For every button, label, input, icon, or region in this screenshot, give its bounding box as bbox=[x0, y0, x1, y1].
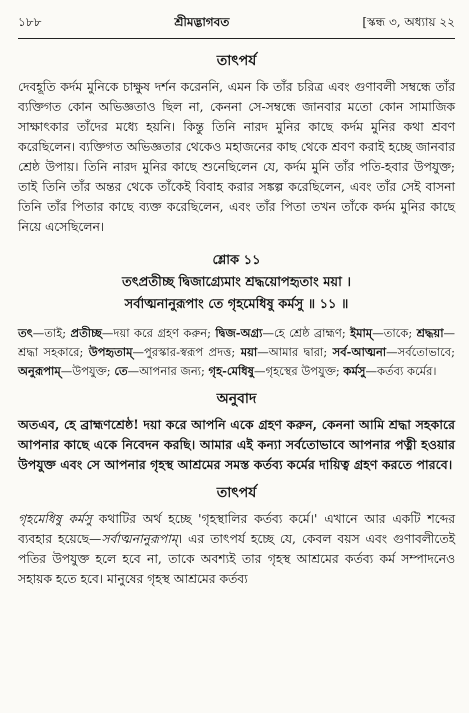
synonym-term: তে bbox=[114, 364, 128, 378]
synonym-meaning: আপনার জন্য bbox=[139, 364, 202, 378]
synonym-entry: ইমাম্—তাকে; bbox=[350, 326, 417, 340]
page-header bbox=[18, 14, 455, 34]
purport-heading: তাৎপর্য bbox=[216, 53, 257, 69]
synonym-entry: তে—আপনার জন্য; bbox=[114, 364, 209, 378]
verse-line-1: তৎপ্রতীচ্ছ দ্বিজাগ্র্যেমাং শ্রদ্ধয়োপহৃতাং ময়া । bbox=[121, 275, 352, 290]
purport-2-italic-term: গৃহমেধিষু কর্মসু bbox=[18, 512, 92, 526]
page-number: ১৮৮ bbox=[18, 15, 42, 29]
synonym-meaning: পুরস্কার-স্বরূপ প্রদত্ত bbox=[144, 345, 232, 359]
synonym-entry: অনুরূপাম্—উপযুক্ত; bbox=[18, 364, 115, 378]
verse-line-2: সর্বাত্মনানুরূপাং তে গৃহমেধিষু কর্মসু ॥ ১১ ॥ bbox=[124, 297, 349, 312]
synonym-entry: তৎ—তাই; bbox=[18, 326, 71, 340]
synonym-meaning: সর্বতোভাবে bbox=[397, 345, 452, 359]
translation-heading: অনুবাদ bbox=[216, 391, 257, 407]
section-label: [স্কন্ধ ৩, অধ্যায় ২২ bbox=[362, 15, 455, 29]
synonym-term: কর্মসু bbox=[343, 364, 366, 378]
synonym-entry: দ্বিজ-অগ্র্য—হে শ্রেষ্ঠ ব্রাহ্মণ; bbox=[215, 326, 351, 340]
purport-2-text-1: কথাটির অর্থ হচ্ছে 'গৃহস্থালির কর্তব্য কর্মে।' এখানে আর একটি শব্দের ব্যবহার হয়েছে— bbox=[18, 512, 455, 546]
synonym-meaning: তাই bbox=[44, 326, 63, 340]
synonym-term: সর্ব-আত্মনা bbox=[332, 345, 387, 359]
purport-2-text-2: । এর তাৎপর্য হচ্ছে যে, কেবল বয়স এবং গুণাবলীতেই পতির উপযুক্ত হলে হবে না, তাকে অবশ্যই তার গৃহস্থ আশ্রমের কর্তব্য কর্ম সম্পাদনেও সহায়ক হতে হবে। মানুষের গৃহস্থ আশ্রমের কর্তব্য bbox=[18, 532, 455, 586]
translation-paragraph: অতএব, হে ব্রাহ্মণশ্রেষ্ঠ! দয়া করে আপনি একে গ্রহণ করুন, কেননা আমি শ্রদ্ধা সহকারে আপনার কাছে একে নিবেদন করছি। আমার এই কন্যা সর্বতোভাবে আপনার পত্নী হওয়ার উপযুক্ত এবং সে আপনার গৃহস্থ আশ্রমের সমস্ত কর্তব্য কর্মের দায়িত্ব গ্রহণ করতে পারবে। bbox=[18, 417, 455, 472]
synonym-meaning: কর্তব্য কর্মের bbox=[376, 364, 433, 378]
synonym-entry: কর্মসু—কর্তব্য কর্মের। bbox=[343, 364, 437, 378]
synonym-meaning: তাকে bbox=[383, 326, 409, 340]
synonym-term: ইমাম্ bbox=[350, 326, 373, 340]
word-for-word-synonyms bbox=[18, 324, 455, 381]
synonym-term: ময়া bbox=[240, 345, 258, 359]
synonym-meaning: উপযুক্ত bbox=[72, 364, 107, 378]
synonym-entry: গৃহ-মেধিষু—গৃহস্থের উপযুক্ত; bbox=[208, 364, 344, 378]
synonym-meaning: আমার দ্বারা bbox=[268, 345, 324, 359]
synonym-meaning: হে শ্রেষ্ঠ ব্রাহ্মণ bbox=[273, 326, 342, 340]
synonym-entry: ময়া—আমার দ্বারা; bbox=[240, 345, 333, 359]
synonym-entry: শ্রদ্ধয়া—শ্রদ্ধা সহকারে; bbox=[18, 326, 456, 359]
purport-2-paragraph bbox=[18, 509, 455, 589]
synonym-entry: সর্ব-আত্মনা—সর্বতোভাবে; bbox=[332, 345, 456, 359]
synonym-meaning: গৃহস্থের উপযুক্ত bbox=[265, 364, 336, 378]
verse-label: শ্লোক ১১ bbox=[212, 253, 261, 268]
synonym-term: গৃহ-মেধিষু bbox=[208, 364, 255, 378]
book-title: শ্রীমদ্ভাগবত bbox=[174, 15, 230, 29]
synonym-term: উপহৃতাম্ bbox=[88, 345, 133, 359]
synonym-term: দ্বিজ-অগ্র্য bbox=[215, 326, 263, 340]
purport-2-heading: তাৎপর্য bbox=[216, 485, 257, 501]
header-rule bbox=[18, 38, 455, 39]
synonym-entry: উপহৃতাম্—পুরস্কার-স্বরূপ প্রদত্ত; bbox=[88, 345, 241, 359]
synonym-term: শ্রদ্ধয়া bbox=[416, 326, 444, 340]
synonym-term: অনুরূপাম্ bbox=[18, 364, 61, 378]
purport-2-italic-term-2: সর্বাত্মনানুরূপাম্ bbox=[101, 532, 178, 546]
purport-paragraph: দেবহূতি কর্দম মুনিকে চাক্ষুষ দর্শন করেননি, এমন কি তাঁর চরিত্র এবং গুণাবলী সম্বন্ধে তাঁর ব্যক্তিগত কোন অভিজ্ঞতাও ছিল না, কেননা সে-সম্বন্ধে জানবার মতো কোন সামাজিক সাক্ষাৎকার তাঁদের মধ্যে হয়নি। কিন্তু তিনি নারদ মুনির কাছে কর্দম মুনির কথা শ্রবণ করেছিলেন। ব্যক্তিগত অভিজ্ঞতার থেকেও মহাজনের কাছ থেকে শ্রবণ করাই হচ্ছে জানবার শ্রেষ্ঠ উপায়। তিনি নারদ মুনির কাছে শুনেছিলেন যে, কর্দম মুনি তাঁর পতি-হবার উপযুক্ত; তাই তিনি তাঁর অন্তর থেকে তাঁকেই বিবাহ করার সঙ্কল্প করেছিলেন, এবং তাঁর সেই বাসনা তিনি তাঁর পিতার কাছে ব্যক্ত করেছিলেন, এবং তাঁর পিতা তখন তাঁকে কর্দম মুনির কাছে নিয়ে এসেছিলেন। bbox=[18, 80, 455, 234]
synonym-entry: প্রতীচ্ছ—দয়া করে গ্রহণ করুন; bbox=[70, 326, 216, 340]
synonym-meaning: দয়া করে গ্রহণ করুন bbox=[113, 326, 208, 340]
synonym-meaning: শ্রদ্ধা সহকারে bbox=[18, 345, 80, 359]
synonym-term: প্রতীচ্ছ bbox=[70, 326, 102, 340]
synonym-term: তৎ bbox=[18, 326, 33, 340]
